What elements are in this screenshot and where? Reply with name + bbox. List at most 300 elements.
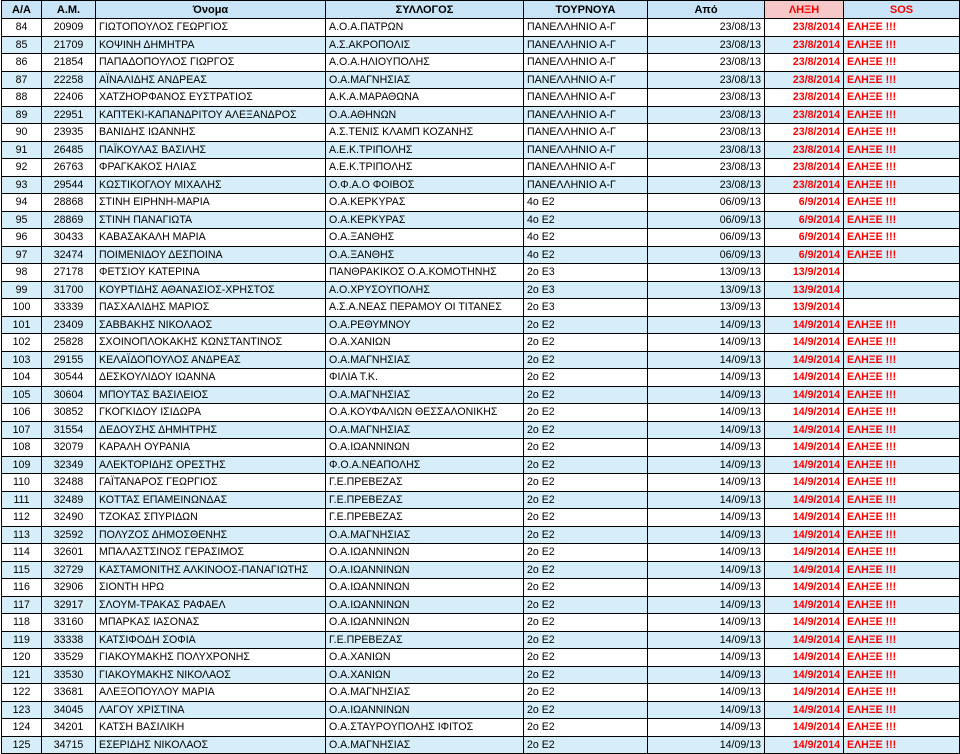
cell-expiry: 14/9/2014 [765, 509, 844, 527]
cell-aa: 96 [2, 229, 42, 247]
cell-aa: 125 [2, 736, 42, 754]
cell-am: 33339 [42, 299, 96, 317]
cell-expiry: 14/9/2014 [765, 386, 844, 404]
cell-expiry: 23/8/2014 [765, 159, 844, 177]
table-row [2, 334, 960, 352]
cell-status: ΕΛΗΞΕ !!! [844, 631, 960, 649]
cell-name: ΧΑΤΖΗΟΡΦΑΝΟΣ ΕΥΣΤΡΑΤΙΟΣ [96, 89, 326, 107]
table-row [2, 579, 960, 597]
cell-tournament: 2ο Ε2 [524, 404, 648, 422]
cell-status: ΕΛΗΞΕ !!! [844, 386, 960, 404]
cell-aa: 117 [2, 596, 42, 614]
cell-am: 32079 [42, 439, 96, 457]
cell-aa: 120 [2, 649, 42, 667]
cell-from: 13/09/13 [648, 299, 765, 317]
cell-from: 23/08/13 [648, 36, 765, 54]
table-row [2, 264, 960, 282]
cell-status: ΕΛΗΞΕ !!! [844, 544, 960, 562]
cell-from: 14/09/13 [648, 439, 765, 457]
table-row [2, 596, 960, 614]
cell-tournament: ΠΑΝΕΛΛΗΝΙΟ Α-Γ [524, 54, 648, 72]
cell-name: ΕΣΕΡΙΔΗΣ ΝΙΚΟΛΑΟΣ [96, 736, 326, 754]
cell-expiry: 14/9/2014 [765, 719, 844, 737]
cell-from: 23/08/13 [648, 141, 765, 159]
cell-status: ΕΛΗΞΕ !!! [844, 701, 960, 719]
table-row [2, 246, 960, 264]
cell-expiry: 6/9/2014 [765, 246, 844, 264]
cell-tournament: ΠΑΝΕΛΛΗΝΙΟ Α-Γ [524, 89, 648, 107]
cell-from: 06/09/13 [648, 246, 765, 264]
cell-aa: 110 [2, 474, 42, 492]
cell-tournament: 2ο Ε3 [524, 281, 648, 299]
cell-club: Ο.Α.ΜΑΓΝΗΣΙΑΣ [326, 386, 524, 404]
cell-status: ΕΛΗΞΕ !!! [844, 456, 960, 474]
table-row [2, 351, 960, 369]
cell-club: Ο.Α.ΚΟΥΦΑΛΙΩΝ ΘΕΣΣΑΛΟΝΙΚΗΣ [326, 404, 524, 422]
cell-status: ΕΛΗΞΕ !!! [844, 491, 960, 509]
cell-club: Ο.Α.ΧΑΝΙΩΝ [326, 334, 524, 352]
cell-aa: 109 [2, 456, 42, 474]
cell-expiry: 14/9/2014 [765, 334, 844, 352]
cell-club: Ο.Α.ΙΩΑΝΝΙΝΩΝ [326, 439, 524, 457]
cell-am: 22258 [42, 71, 96, 89]
cell-from: 23/08/13 [648, 54, 765, 72]
cell-status: ΕΛΗΞΕ !!! [844, 421, 960, 439]
cell-aa: 111 [2, 491, 42, 509]
cell-club: Ο.Α.ΚΕΡΚΥΡΑΣ [326, 194, 524, 212]
cell-name: ΓΚΟΓΚΙΔΟΥ ΙΣΙΔΩΡΑ [96, 404, 326, 422]
cell-club: Α.Ο.Α.ΗΛΙΟΥΠΟΛΗΣ [326, 54, 524, 72]
cell-club: Γ.Ε.ΠΡΕΒΕΖΑΣ [326, 474, 524, 492]
cell-from: 13/09/13 [648, 264, 765, 282]
cell-club: Ο.Α.ΙΩΑΝΝΙΝΩΝ [326, 614, 524, 632]
cell-expiry: 14/9/2014 [765, 544, 844, 562]
cell-club: Ο.Α.ΣΤΑΥΡΟΥΠΟΛΗΣ ΙΦΙΤΟΣ [326, 719, 524, 737]
cell-from: 14/09/13 [648, 544, 765, 562]
cell-name: ΠΟΛΥΖΟΣ ΔΗΜΟΣΘΕΝΗΣ [96, 526, 326, 544]
cell-am: 30852 [42, 404, 96, 422]
cell-status: ΕΛΗΞΕ !!! [844, 194, 960, 212]
cell-aa: 92 [2, 159, 42, 177]
cell-status: ΕΛΗΞΕ !!! [844, 176, 960, 194]
cell-expiry: 23/8/2014 [765, 36, 844, 54]
cell-club: Α.Ε.Κ.ΤΡΙΠΟΛΗΣ [326, 141, 524, 159]
cell-am: 26485 [42, 141, 96, 159]
cell-tournament: 4ο Ε2 [524, 229, 648, 247]
cell-expiry: 14/9/2014 [765, 316, 844, 334]
cell-expiry: 14/9/2014 [765, 701, 844, 719]
cell-expiry: 23/8/2014 [765, 89, 844, 107]
cell-am: 30433 [42, 229, 96, 247]
cell-am: 28868 [42, 194, 96, 212]
cell-from: 23/08/13 [648, 176, 765, 194]
cell-aa: 90 [2, 124, 42, 142]
cell-expiry: 23/8/2014 [765, 124, 844, 142]
cell-aa: 85 [2, 36, 42, 54]
cell-name: ΚΟΨΙΝΗ ΔΗΜΗΤΡΑ [96, 36, 326, 54]
cell-am: 32349 [42, 456, 96, 474]
cell-aa: 100 [2, 299, 42, 317]
cell-status: ΕΛΗΞΕ !!! [844, 54, 960, 72]
cell-tournament: ΠΑΝΕΛΛΗΝΙΟ Α-Γ [524, 106, 648, 124]
cell-expiry: 6/9/2014 [765, 194, 844, 212]
cell-club: Ο.Α.ΧΑΝΙΩΝ [326, 666, 524, 684]
cell-tournament: 2ο Ε2 [524, 316, 648, 334]
cell-am: 33681 [42, 684, 96, 702]
table-row [2, 509, 960, 527]
cell-name: ΓΙΑΚΟΥΜΑΚΗΣ ΝΙΚΟΛΑΟΣ [96, 666, 326, 684]
cell-from: 14/09/13 [648, 719, 765, 737]
cell-tournament: ΠΑΝΕΛΛΗΝΙΟ Α-Γ [524, 176, 648, 194]
header-am: Α.Μ. [42, 1, 96, 19]
header-name: Όνομα [96, 1, 326, 19]
table-row [2, 36, 960, 54]
cell-from: 14/09/13 [648, 701, 765, 719]
table-row [2, 229, 960, 247]
cell-club: Ο.Α.ΙΩΑΝΝΙΝΩΝ [326, 544, 524, 562]
header-club: ΣΥΛΛΟΓΟΣ [326, 1, 524, 19]
cell-from: 14/09/13 [648, 351, 765, 369]
table-row [2, 474, 960, 492]
cell-status: ΕΛΗΞΕ !!! [844, 334, 960, 352]
cell-expiry: 23/8/2014 [765, 54, 844, 72]
cell-from: 13/09/13 [648, 281, 765, 299]
table-row [2, 526, 960, 544]
table-row [2, 649, 960, 667]
cell-name: ΜΠΑΡΚΑΣ ΙΑΣΟΝΑΣ [96, 614, 326, 632]
cell-club: Ο.Α.ΙΩΑΝΝΙΝΩΝ [326, 701, 524, 719]
cell-club: Ο.Α.ΚΕΡΚΥΡΑΣ [326, 211, 524, 229]
cell-aa: 113 [2, 526, 42, 544]
cell-aa: 105 [2, 386, 42, 404]
header-sos: SOS [844, 1, 960, 19]
cell-club: Α.Ε.Κ.ΤΡΙΠΟΛΗΣ [326, 159, 524, 177]
cell-name: ΚΑΤΣΙΦΟΔΗ ΣΟΦΙΑ [96, 631, 326, 649]
cell-status: ΕΛΗΞΕ !!! [844, 316, 960, 334]
cell-from: 14/09/13 [648, 456, 765, 474]
cell-from: 23/08/13 [648, 71, 765, 89]
cell-tournament: ΠΑΝΕΛΛΗΝΙΟ Α-Γ [524, 19, 648, 37]
cell-from: 14/09/13 [648, 386, 765, 404]
cell-tournament: 2ο Ε2 [524, 456, 648, 474]
header-from: Από [648, 1, 765, 19]
cell-from: 14/09/13 [648, 684, 765, 702]
cell-tournament: 2ο Ε2 [524, 736, 648, 754]
cell-name: ΣΛΟΥΜ-ΤΡΑΚΑΣ ΡΑΦΑΕΛ [96, 596, 326, 614]
cell-aa: 99 [2, 281, 42, 299]
cell-am: 32489 [42, 491, 96, 509]
cell-from: 06/09/13 [648, 229, 765, 247]
table-row [2, 456, 960, 474]
table-row [2, 386, 960, 404]
cell-aa: 87 [2, 71, 42, 89]
cell-expiry: 14/9/2014 [765, 456, 844, 474]
cell-status: ΕΛΗΞΕ !!! [844, 526, 960, 544]
cell-status: ΕΛΗΞΕ !!! [844, 351, 960, 369]
cell-name: ΠΑΣΧΑΛΙΔΗΣ ΜΑΡΙΟΣ [96, 299, 326, 317]
cell-status: ΕΛΗΞΕ !!! [844, 229, 960, 247]
cell-name: ΑΛΕΞΟΠΟΥΛΟΥ ΜΑΡΙΑ [96, 684, 326, 702]
cell-from: 23/08/13 [648, 106, 765, 124]
cell-status: ΕΛΗΞΕ !!! [844, 614, 960, 632]
cell-am: 28869 [42, 211, 96, 229]
cell-aa: 84 [2, 19, 42, 37]
cell-name: ΑΪΝΑΛΙΔΗΣ ΑΝΔΡΕΑΣ [96, 71, 326, 89]
cell-expiry: 23/8/2014 [765, 106, 844, 124]
cell-name: ΓΑΪΤΑΝΑΡΟΣ ΓΕΩΡΓΙΟΣ [96, 474, 326, 492]
table-row [2, 19, 960, 37]
cell-from: 14/09/13 [648, 526, 765, 544]
cell-name: ΚΑΡΑΛΗ ΟΥΡΑΝΙΑ [96, 439, 326, 457]
cell-aa: 101 [2, 316, 42, 334]
cell-am: 27178 [42, 264, 96, 282]
cell-club: Ο.Φ.Α.Ο ΦΟΙΒΟΣ [326, 176, 524, 194]
cell-from: 14/09/13 [648, 474, 765, 492]
cell-name: ΣΑΒΒΑΚΗΣ ΝΙΚΟΛΑΟΣ [96, 316, 326, 334]
header-aa: Α/Α [2, 1, 42, 19]
cell-tournament: ΠΑΝΕΛΛΗΝΙΟ Α-Γ [524, 159, 648, 177]
cell-club: ΦΙΛΙΑ Τ.Κ. [326, 369, 524, 387]
cell-club: Α.Σ.ΑΚΡΟΠΟΛΙΣ [326, 36, 524, 54]
cell-aa: 112 [2, 509, 42, 527]
cell-tournament: 2ο Ε2 [524, 719, 648, 737]
cell-status [844, 264, 960, 282]
cell-club: Ο.Α.ΙΩΑΝΝΙΝΩΝ [326, 579, 524, 597]
cell-club: Ο.Α.ΧΑΝΙΩΝ [326, 649, 524, 667]
cell-club: Ο.Α.ΞΑΝΘΗΣ [326, 246, 524, 264]
cell-expiry: 14/9/2014 [765, 614, 844, 632]
cell-status: ΕΛΗΞΕ !!! [844, 474, 960, 492]
cell-name: ΠΑΠΑΔΟΠΟΥΛΟΣ ΓΙΩΡΓΟΣ [96, 54, 326, 72]
cell-tournament: 2ο Ε2 [524, 509, 648, 527]
cell-from: 14/09/13 [648, 561, 765, 579]
cell-aa: 115 [2, 561, 42, 579]
cell-am: 33160 [42, 614, 96, 632]
cell-tournament: ΠΑΝΕΛΛΗΝΙΟ Α-Γ [524, 36, 648, 54]
table-row [2, 211, 960, 229]
cell-expiry: 14/9/2014 [765, 684, 844, 702]
cell-club: Ο.Α.ΜΑΓΝΗΣΙΑΣ [326, 736, 524, 754]
table-row [2, 561, 960, 579]
cell-club: Ο.Α.ΡΕΘΥΜΝΟΥ [326, 316, 524, 334]
cell-name: ΠΑΪΚΟΥΛΑΣ ΒΑΣΙΛΗΣ [96, 141, 326, 159]
cell-status: ΕΛΗΞΕ !!! [844, 141, 960, 159]
table-row [2, 421, 960, 439]
cell-status: ΕΛΗΞΕ !!! [844, 439, 960, 457]
cell-name: ΜΠΟΥΤΑΣ ΒΑΣΙΛΕΙΟΣ [96, 386, 326, 404]
cell-expiry: 14/9/2014 [765, 649, 844, 667]
header-tournament: ΤΟΥΡΝΟΥΑ [524, 1, 648, 19]
table-row [2, 124, 960, 142]
cell-tournament: ΠΑΝΕΛΛΗΝΙΟ Α-Γ [524, 141, 648, 159]
cell-club: Φ.Ο.Α.ΝΕΑΠΟΛΗΣ [326, 456, 524, 474]
table-row [2, 316, 960, 334]
cell-am: 26763 [42, 159, 96, 177]
cell-status: ΕΛΗΞΕ !!! [844, 159, 960, 177]
cell-name: ΔΕΔΟΥΣΗΣ ΔΗΜΗΤΡΗΣ [96, 421, 326, 439]
cell-tournament: 2ο Ε2 [524, 701, 648, 719]
cell-status: ΕΛΗΞΕ !!! [844, 579, 960, 597]
cell-aa: 104 [2, 369, 42, 387]
table-row [2, 369, 960, 387]
table-row [2, 614, 960, 632]
cell-status: ΕΛΗΞΕ !!! [844, 649, 960, 667]
cell-from: 14/09/13 [648, 316, 765, 334]
table-row [2, 701, 960, 719]
cell-name: ΦΕΤΣΙΟΥ ΚΑΤΕΡΙΝΑ [96, 264, 326, 282]
cell-tournament: 2ο Ε2 [524, 631, 648, 649]
cell-club: Ο.Α.ΙΩΑΝΝΙΝΩΝ [326, 596, 524, 614]
table-row [2, 719, 960, 737]
cell-name: ΓΙΩΤΟΠΟΥΛΟΣ ΓΕΩΡΓΙΟΣ [96, 19, 326, 37]
cell-am: 32601 [42, 544, 96, 562]
cell-from: 14/09/13 [648, 491, 765, 509]
cell-name: ΣΧΟΙΝΟΠΛΟΚΑΚΗΣ ΚΩΝΣΤΑΝΤΙΝΟΣ [96, 334, 326, 352]
table-row [2, 491, 960, 509]
cell-aa: 108 [2, 439, 42, 457]
cell-from: 14/09/13 [648, 369, 765, 387]
cell-tournament: 2ο Ε3 [524, 299, 648, 317]
table-row [2, 176, 960, 194]
cell-am: 34715 [42, 736, 96, 754]
cell-aa: 106 [2, 404, 42, 422]
cell-aa: 102 [2, 334, 42, 352]
cell-from: 14/09/13 [648, 334, 765, 352]
cell-name: ΚΑΣΤΑΜΟΝΙΤΗΣ ΑΛΚΙΝΟΟΣ-ΠΑΝΑΓΙΩΤΗΣ [96, 561, 326, 579]
cell-am: 29155 [42, 351, 96, 369]
cell-tournament: 2ο Ε2 [524, 369, 648, 387]
cell-expiry: 14/9/2014 [765, 421, 844, 439]
cell-club: ΠΑΝΘΡΑΚΙΚΟΣ Ο.Α.ΚΟΜΟΤΗΝΗΣ [326, 264, 524, 282]
cell-club: Α.Σ.ΤΕΝΙΣ ΚΛΑΜΠ ΚΟΖΑΝΗΣ [326, 124, 524, 142]
cell-am: 32488 [42, 474, 96, 492]
cell-tournament: ΠΑΝΕΛΛΗΝΙΟ Α-Γ [524, 71, 648, 89]
cell-status: ΕΛΗΞΕ !!! [844, 736, 960, 754]
cell-club: Α.Ο.Α.ΠΑΤΡΩΝ [326, 19, 524, 37]
cell-expiry: 14/9/2014 [765, 631, 844, 649]
cell-aa: 124 [2, 719, 42, 737]
cell-status: ΕΛΗΞΕ !!! [844, 36, 960, 54]
table-row [2, 544, 960, 562]
cell-name: ΚΑΤΣΗ ΒΑΣΙΛΙΚΗ [96, 719, 326, 737]
table-row [2, 684, 960, 702]
cell-expiry: 14/9/2014 [765, 736, 844, 754]
cell-name: ΜΠΑΛΑΣΤΣΙΝΟΣ ΓΕΡΑΣΙΜΟΣ [96, 544, 326, 562]
cell-from: 14/09/13 [648, 579, 765, 597]
cell-aa: 91 [2, 141, 42, 159]
cell-am: 30604 [42, 386, 96, 404]
table-row [2, 159, 960, 177]
cell-from: 23/08/13 [648, 19, 765, 37]
cell-tournament: 2ο Ε2 [524, 474, 648, 492]
cell-name: ΔΕΣΚΟΥΛΙΔΟΥ ΙΩΑΝΝΑ [96, 369, 326, 387]
cell-club: Γ.Ε.ΠΡΕΒΕΖΑΣ [326, 509, 524, 527]
table-row [2, 141, 960, 159]
cell-from: 23/08/13 [648, 89, 765, 107]
cell-aa: 114 [2, 544, 42, 562]
cell-status: ΕΛΗΞΕ !!! [844, 369, 960, 387]
cell-tournament: 2ο Ε3 [524, 264, 648, 282]
cell-club: Ο.Α.ΜΑΓΝΗΣΙΑΣ [326, 526, 524, 544]
cell-am: 32729 [42, 561, 96, 579]
cell-tournament: 2ο Ε2 [524, 334, 648, 352]
cell-from: 06/09/13 [648, 211, 765, 229]
cell-from: 14/09/13 [648, 404, 765, 422]
cell-name: ΛΑΓΟΥ ΧΡΙΣΤΙΝΑ [96, 701, 326, 719]
cell-am: 32906 [42, 579, 96, 597]
cell-am: 31554 [42, 421, 96, 439]
cell-status: ΕΛΗΞΕ !!! [844, 71, 960, 89]
cell-club: Ο.Α.ΙΩΑΝΝΙΝΩΝ [326, 561, 524, 579]
membership-table [1, 0, 960, 754]
cell-aa: 89 [2, 106, 42, 124]
cell-status: ΕΛΗΞΕ !!! [844, 509, 960, 527]
cell-status: ΕΛΗΞΕ !!! [844, 246, 960, 264]
cell-from: 23/08/13 [648, 124, 765, 142]
cell-am: 22406 [42, 89, 96, 107]
cell-from: 14/09/13 [648, 614, 765, 632]
cell-expiry: 14/9/2014 [765, 491, 844, 509]
cell-from: 14/09/13 [648, 421, 765, 439]
cell-tournament: 2ο Ε2 [524, 439, 648, 457]
cell-name: ΚΑΠΤΕΚΙ-ΚΑΠΑΝΔΡΙΤΟΥ ΑΛΕΞΑΝΔΡΟΣ [96, 106, 326, 124]
cell-name: ΣΙΟΝΤΗ ΗΡΩ [96, 579, 326, 597]
table-row [2, 281, 960, 299]
cell-club: Ο.Α.ΜΑΓΝΗΣΙΑΣ [326, 351, 524, 369]
cell-expiry: 14/9/2014 [765, 561, 844, 579]
cell-name: ΣΤΙΝΗ ΕΙΡΗΝΗ-ΜΑΡΙΑ [96, 194, 326, 212]
cell-am: 34045 [42, 701, 96, 719]
cell-am: 25828 [42, 334, 96, 352]
table-row [2, 736, 960, 754]
cell-club: Γ.Ε.ΠΡΕΒΕΖΑΣ [326, 631, 524, 649]
cell-name: ΓΙΑΚΟΥΜΑΚΗΣ ΠΟΛΥΧΡΟΝΗΣ [96, 649, 326, 667]
cell-expiry: 14/9/2014 [765, 404, 844, 422]
cell-tournament: 4ο Ε2 [524, 194, 648, 212]
cell-status: ΕΛΗΞΕ !!! [844, 666, 960, 684]
cell-aa: 118 [2, 614, 42, 632]
cell-status [844, 281, 960, 299]
cell-am: 33530 [42, 666, 96, 684]
cell-name: ΚΟΥΡΤΙΔΗΣ ΑΘΑΝΑΣΙΟΣ-ΧΡΗΣΤΟΣ [96, 281, 326, 299]
cell-am: 23409 [42, 316, 96, 334]
cell-tournament: 2ο Ε2 [524, 649, 648, 667]
cell-club: Ο.Α.ΞΑΝΘΗΣ [326, 229, 524, 247]
table-row [2, 194, 960, 212]
cell-expiry: 14/9/2014 [765, 666, 844, 684]
cell-tournament: 2ο Ε2 [524, 596, 648, 614]
table-row [2, 439, 960, 457]
cell-from: 14/09/13 [648, 666, 765, 684]
cell-name: ΚΩΣΤΙΚΟΓΛΟΥ ΜΙΧΑΛΗΣ [96, 176, 326, 194]
table-row [2, 71, 960, 89]
cell-aa: 94 [2, 194, 42, 212]
cell-status [844, 299, 960, 317]
table-row [2, 106, 960, 124]
cell-am: 32474 [42, 246, 96, 264]
cell-aa: 119 [2, 631, 42, 649]
table-row [2, 404, 960, 422]
cell-am: 23935 [42, 124, 96, 142]
cell-aa: 88 [2, 89, 42, 107]
cell-tournament: 4ο Ε2 [524, 211, 648, 229]
cell-expiry: 14/9/2014 [765, 526, 844, 544]
cell-expiry: 23/8/2014 [765, 141, 844, 159]
cell-expiry: 13/9/2014 [765, 281, 844, 299]
cell-aa: 107 [2, 421, 42, 439]
cell-from: 14/09/13 [648, 596, 765, 614]
header-expiry: ΛΗΞΗ [765, 1, 844, 19]
